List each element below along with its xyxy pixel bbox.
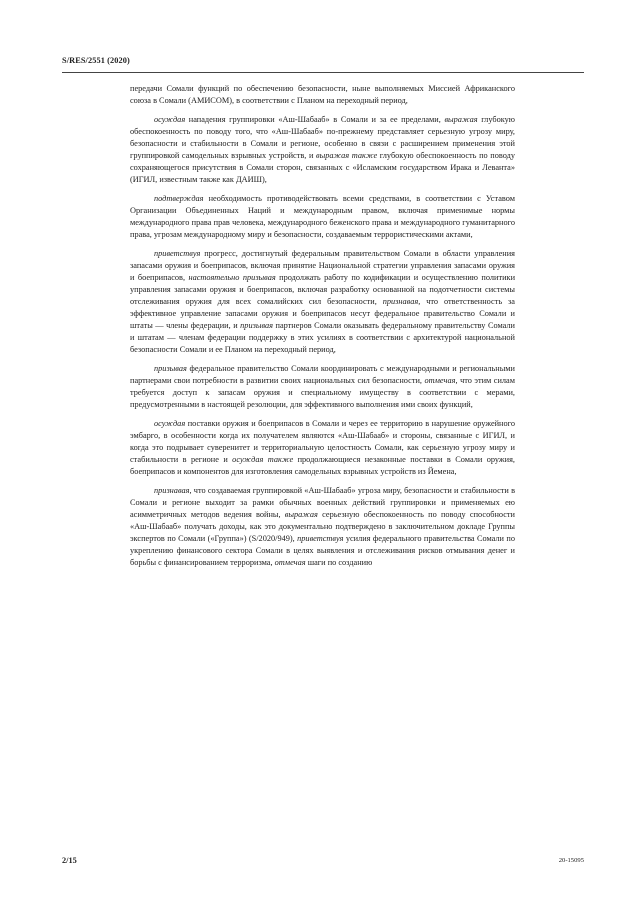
paragraph-text: , что создаваемая группировкой «Аш-Шабааб» угроза миру, безопасности и стабильности в Сомали и регионе выходит за рамки обычных военных действий группировки и применяемых ею асимметричных методов ведения войны, xyxy=(130,486,515,519)
header-divider xyxy=(62,72,584,73)
paragraph-text: поставки оружия и боеприпасов в Сомали и через ее территорию в нарушение оружейного эмбарго, в особенности когда их получателем являются «Аш-Шабааб» и стороны, связанные с ИГИЛ, и когда это подрывает суверенитет и территориальную целостность Сомали, как серьезную угрозу миру и стабильности в регионе и xyxy=(130,419,515,464)
paragraph-text: шаги по созданию xyxy=(305,558,373,567)
page-number: 2/15 xyxy=(62,856,77,865)
paragraph-text: передачи Сомали функций по обеспечению безопасности, ныне выполняемых Миссией Африканского союза в Сомали (АМИСОМ), в соответствии с Планом на переходный период, xyxy=(130,84,515,105)
emphasized-verb: приветствуя xyxy=(297,534,344,543)
paragraph xyxy=(130,248,515,356)
paragraph-text: , что этим силам требуется доступ к запасам оружия и специальному имуществу в соответствии с мерами, предусмотренными в настоящей резолюции, для эффективного выполнения ими своих функций, xyxy=(130,376,515,409)
paragraph-text: необходимость противодействовать всеми средствами, в соответствии с Уставом Организации Объединенных Наций и международным правом, включая применимые нормы международного права прав человека, международного беженского права и международного гуманитарного права, угрозам международному миру и безопасности, создаваемым террористическими актами, xyxy=(130,194,515,239)
paragraph xyxy=(130,83,515,107)
paragraph xyxy=(130,193,515,241)
paragraph-text: прогресс, достигнутый федеральным правительством Сомали в области управления запасами оружия и боеприпасов, включая принятие Национальной стратегии управления запасами оружия и боеприпасов, xyxy=(130,249,515,282)
emphasized-verb: осуждая xyxy=(154,419,186,428)
emphasized-verb: подтверждая xyxy=(154,194,204,203)
paragraph-text: продолжающиеся незаконные поставки в Сомали оружия, боеприпасов и компонентов для изготовления самодельных взрывных устройств из Йемена, xyxy=(130,455,515,476)
paragraph xyxy=(130,418,515,478)
paragraph xyxy=(130,485,515,569)
emphasized-verb: призывая xyxy=(154,364,187,373)
document-number: 20-15095 xyxy=(558,857,584,864)
emphasized-verb: призывая xyxy=(240,321,273,330)
emphasized-verb: выражая также xyxy=(316,151,378,160)
emphasized-verb: настоятельно призывая xyxy=(188,273,276,282)
emphasized-verb: выражая xyxy=(444,115,478,124)
emphasized-verb: отмечая xyxy=(424,376,456,385)
emphasized-verb: признавая xyxy=(154,486,190,495)
paragraph-text: партнеров Сомали оказывать федеральному правительству Сомали и штатам — членам федерации поддержку в этих усилиях в соответствии с архитектурой национальной безопасности Сомали и ее Планом на переходный период, xyxy=(130,321,515,354)
resolution-text xyxy=(130,83,515,576)
paragraph-text: усилия федерального правительства Сомали по укреплению финансового сектора Сомали в целях выявления и отслеживания рисков отмывания денег и борьбы с финансированием терроризма, xyxy=(130,534,515,567)
emphasized-verb: осуждая также xyxy=(232,455,294,464)
paragraph-text: продолжать работу по кодификации и осуществлению политики управления запасами оружия и боеприпасов, включая разработку основанной на подотчетности системы отслеживания оружия для всех сомалийских сил безопасности, xyxy=(130,273,516,306)
emphasized-verb: приветствуя xyxy=(154,249,201,258)
paragraph-text: серьезную обеспокоенность по поводу способности «Аш-Шабааб» получать доходы, как это документально подтверждено в заключительном докладе Группы экспертов по Сомали («Группа») (S/2020/949), xyxy=(130,510,515,543)
emphasized-verb: признавая xyxy=(382,297,419,306)
document-symbol: S/RES/2551 (2020) xyxy=(62,56,130,65)
emphasized-verb: отмечая xyxy=(274,558,306,567)
paragraph-text: глубокую обеспокоенность по поводу того, что «Аш-Шабааб» по-прежнему представляет серьезную угрозу миру, безопасности и стабильности в Сомали и регионе, особенно в связи с расширением применения этой группировкой самодельных взрывных устройств, и xyxy=(130,115,515,160)
emphasized-verb: выражая xyxy=(284,510,318,519)
paragraph-text: глубокую обеспокоенность по поводу сохраняющегося присутствия в Сомали сторон, связанных с «Исламским государством Ирака и Леванта» (ИГИЛ, известным также как ДАИШ), xyxy=(130,151,515,184)
paragraph xyxy=(130,363,515,411)
paragraph-text: федеральное правительство Сомали координировать с международными и региональными партнерами свои потребности в развитии своих национальных сил безопасности, xyxy=(130,364,515,385)
paragraph xyxy=(130,114,515,186)
paragraph-text: , что ответственность за эффективное управление запасами оружия и боеприпасов несут федеральное правительство Сомали и штаты — члены федерации, и xyxy=(130,297,515,330)
paragraph-text: нападения группировки «Аш-Шабааб» в Сомали и за ее пределами, xyxy=(185,115,445,124)
emphasized-verb: осуждая xyxy=(154,115,186,124)
